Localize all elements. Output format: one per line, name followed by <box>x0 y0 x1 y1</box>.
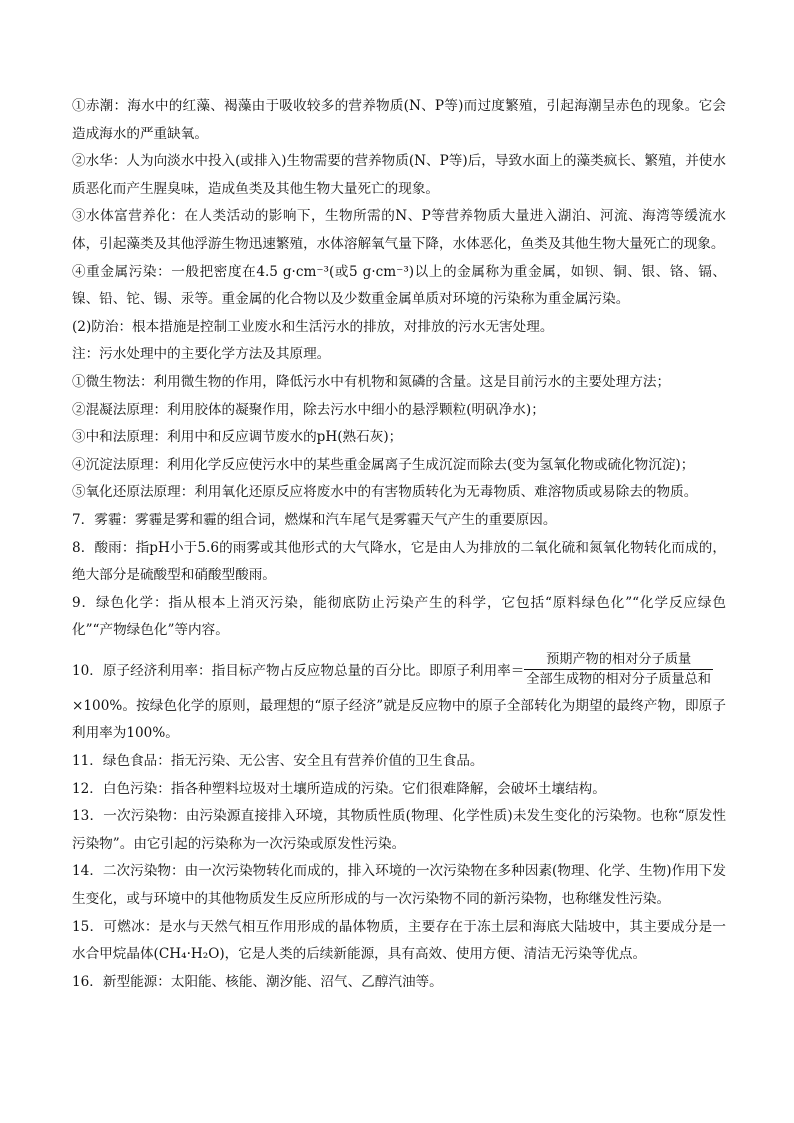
paragraph-note: 注：污水处理中的主要化学方法及其原理。 <box>72 346 331 363</box>
atom-economy-fraction <box>524 651 713 688</box>
paragraph-redox: ⑤氧化还原法原理：利用氧化还原反应将废水中的有害物质转化为无毒物质、难溶物质或易除去的物质。 <box>72 484 698 501</box>
paragraph-microbial: ①微生物法：利用微生物的作用，降低污水中有机物和氮磷的含量。这是目前污水的主要处理方法； <box>72 373 671 390</box>
paragraph-water-bloom: ②水华：人为向淡水中投入(或排入)生物需要的营养物质(N、P等)后，导致水面上的藻类疯长、繁殖，并使水质恶化而产生腥臭味，造成鱼类及其他生物大量死亡的现象。 <box>72 153 726 197</box>
paragraph-white-pollution: 12．白色污染：指各种塑料垃圾对土壤所造成的污染。它们很难降解，会破坏土壤结构。 <box>72 780 606 797</box>
paragraph-green-chemistry: 9．绿色化学：指从根本上消灭污染，能彻底防止污染产生的科学，它包括“原料绿色化”“化学反应绿色化”“产物绿色化”等内容。 <box>72 594 726 639</box>
paragraph-eutrophication: ③水体富营养化：在人类活动的影响下，生物所需的N、P等营养物质大量进入湖泊、河流、海湾等缓流水体，引起藻类及其他浮游生物迅速繁殖，水体溶解氧气量下降，水体恶化，鱼类及其他生物大量死亡的现象。 <box>72 208 726 252</box>
paragraph-primary-pollutant: 13．一次污染物：由污染源直接排入环境，其物质性质(物理、化学性质)未发生变化的污染物。也称“原发性污染物”。由它引起的污染称为一次污染或原发性污染。 <box>72 808 726 852</box>
paragraph-combustible-ice: 15．可燃冰：是水与天然气相互作用形成的晶体物质，主要存在于冻土层和海底大陆坡中，其主要成分是一水合甲烷晶体(CH₄·H₂O)，它是人类的后续新能源，具有高效、使用方便、清洁无污染等优点。 <box>72 918 726 963</box>
fraction-denominator: 全部生成物的相对分子质量总和 <box>526 671 711 687</box>
paragraph-precipitation: ④沉淀法原理：利用化学反应使污水中的某些重金属离子生成沉淀而除去(变为氢氧化物或硫化物沉淀)； <box>72 456 695 473</box>
paragraph-green-food: 11．绿色食品：指无污染、无公害、安全且有营养价值的卫生食品。 <box>72 753 484 770</box>
paragraph-smog: 7．雾霾：雾霾是雾和霾的组合词，燃煤和汽车尾气是雾霾天气产生的重要原因。 <box>72 511 557 528</box>
paragraph-acid-rain: 8．酸雨：指pH小于5.6的雨雾或其他形式的大气降水，它是由人为排放的二氧化硫和氮氧化物转化而成的，绝大部分是硫酸型和硝酸型酸雨。 <box>72 539 726 584</box>
fraction-numerator: 预期产物的相对分子质量 <box>546 651 692 667</box>
paragraph-coagulation: ②混凝法原理：利用胶体的凝聚作用，除去污水中细小的悬浮颗粒(明矾净水)； <box>72 401 545 418</box>
paragraph-heavy-metal: ④重金属污染：一般把密度在4.5 g·cm⁻³(或5 g·cm⁻³)以上的金属称为重金属，如钡、铜、银、铬、镉、镍、铅、铊、锡、汞等。重金属的化合物以及少数重金属单质对环境的污染称为重金属污染。 <box>72 263 726 308</box>
atom-economy-formula-line <box>72 649 726 693</box>
paragraph-neutralization: ③中和法原理：利用中和反应调节废水的pH(熟石灰)； <box>72 429 403 446</box>
atom-economy-prefix: 10．原子经济利用率：指目标产物占反应物总量的百分比。即原子利用率＝ <box>72 662 525 679</box>
fraction-bar <box>524 669 713 670</box>
paragraph-new-energy: 16．新型能源：太阳能、核能、潮汐能、沼气、乙醇汽油等。 <box>72 973 443 990</box>
paragraph-red-tide: ①赤潮：海水中的红藻、褐藻由于吸收较多的营养物质(N、P等)而过度繁殖，引起海潮呈赤色的现象。它会造成海水的严重缺氧。 <box>72 98 726 142</box>
atom-economy-suffix: ×100%。按绿色化学的原则，最理想的“原子经济”就是反应物中的原子全部转化为期望的最终产物，即原子利用率为100%。 <box>72 697 726 742</box>
paragraph-prevention: (2)防治：根本措施是控制工业废水和生活污水的排放，对排放的污水无害处理。 <box>72 318 554 335</box>
document-body <box>72 93 726 996</box>
paragraph-secondary-pollutant: 14．二次污染物：由一次污染物转化而成的，排入环境的一次污染物在多种因素(物理、化学、生物)作用下发生变化，或与环境中的其他物质发生反应所形成的与一次污染物不同的新污染物，也称继发性污染。 <box>72 863 726 908</box>
